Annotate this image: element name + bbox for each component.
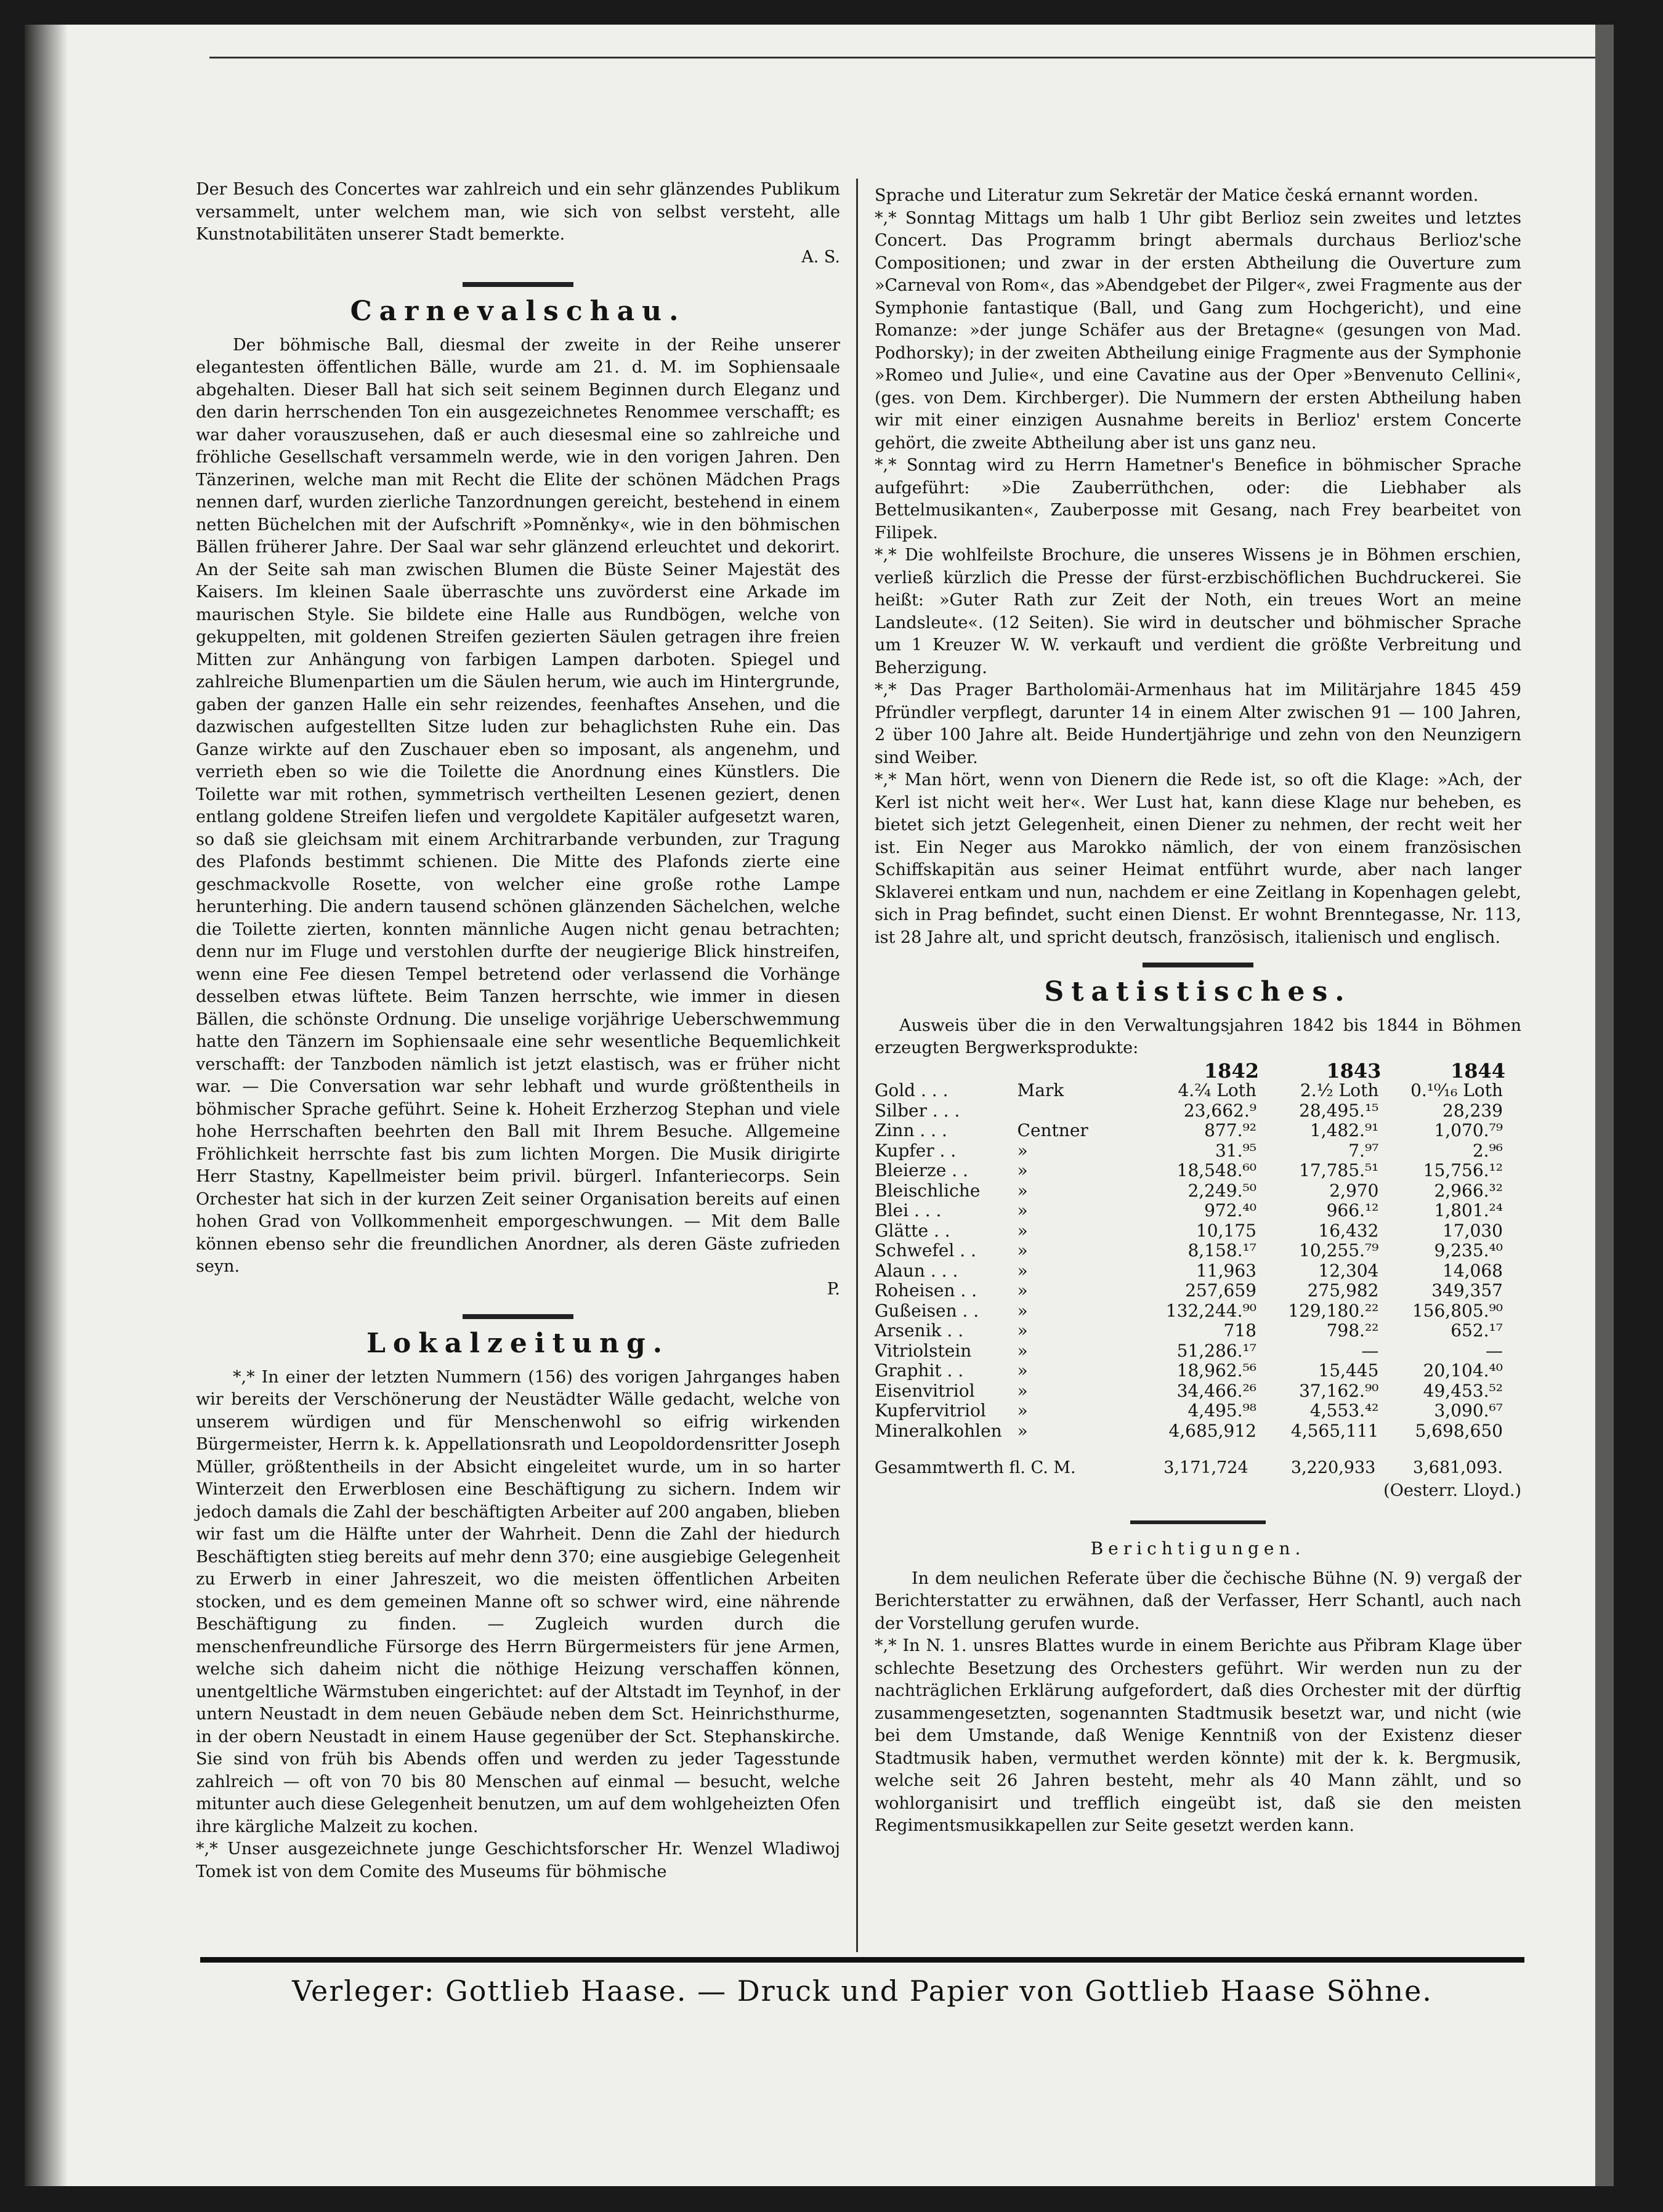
table-cell-v2: 12,304 — [1318, 1260, 1379, 1281]
table-cell-v1: 4.²⁄₄ Loth — [1178, 1080, 1256, 1100]
table-cell-v1: 4,685,912 — [1168, 1420, 1256, 1441]
table-cell-v1: 8,158.¹⁷ — [1188, 1240, 1256, 1261]
table-cell-item: Alaun . . . — [875, 1260, 958, 1281]
table-cell-unit: » — [1017, 1220, 1028, 1241]
table-cell-v1: 972.⁴⁰ — [1204, 1200, 1256, 1221]
table-row — [875, 1101, 1521, 1121]
lokal-heading: Lokalzeitung. — [366, 1328, 670, 1359]
table-cell-v3: 9,235.⁴⁰ — [1434, 1240, 1503, 1261]
lokal-paragraph-1: *,* In einer der letzten Nummern (156) des vorigen Jahrganges haben wir bereits der Verschönerung der Neustädter Wälle gedacht, welche von unserem würdigen und für Menschenwohl so eifrig wirkenden Bürgermeister, Herrn k. k. Appellationsrath und Leopoldordensritter Joseph Müller, größtentheils in der Absicht eingeleitet wurde, um in so harter Winterzeit den Erwerblosen eine Beschäftigung zu sichern. Indem wir jedoch damals die Zahl der beschäftigten Arbeiter auf 200 angaben, blieben wir fast um die Hälfte unter der Wahrheit. Denn die Zahl der hiedurch Beschäftigten stieg bereits auf mehr denn 370; eine ausgiebige Gelegenheit zu Erwerb in einer Jahreszeit, wo die meisten öffentlichen Arbeiten stocken, und es dem gemeinen Manne oft so schwer wird, eine nährende Beschäftigung zu finden. — Zugleich wurden durch die menschenfreundliche Fürsorge des Herrn Bürgermeisters für jene Armen, welche sich daheim nicht die nöthige Heizung verschaffen können, unentgeltliche Wärmstuben eingerichtet: auf der Altstadt im Teynhof, in der untern Neustadt in dem neuen Gebäude neben dem Sct. Heinrichsthurme, in der obern Neustadt in einem Hause gegenüber der Sct. Stephanskirche. Sie sind von früh bis Abends offen und werden zu jeder Tagesstunde zahlreich — oft von 70 bis 80 Menschen auf einmal — besucht, welche mitunter auch diese Gelegenheit benutzen, um auf dem wohlgeheizten Ofen ihre kärgliche Malzeit zu kochen. — [196, 1367, 840, 1836]
table-cell-v2: 15,445 — [1318, 1360, 1379, 1381]
table-row — [875, 1121, 1521, 1141]
table-cell-v1: 31.⁹⁵ — [1215, 1140, 1256, 1161]
carneval-article: Der böhmische Ball, diesmal der zweite in der Reihe unserer elegantesten öffentlichen Bälle, wurde am 21. d. M. im Sophiensaale abgehalten. Dieser Ball hat sich seit seinem Beginnen durch Eleganz und den darin herrschenden Ton ein ausgezeichnetes Renommee verschafft; es war daher vorauszusehen, daß er auch diesesmal eine so zahlreiche und fröhliche Gesellschaft versammeln werde, wie in den vorigen Jahren. Den Tänzerinen, welche man mit Recht die Elite der schönen Mädchen Prags nennen darf, wurden zierliche Tanzordnungen gereicht, bestehend in einem netten Büchelchen mit der Aufschrift »Pomněnky«, wie in den böhmischen Bällen früherer Jahre. Der Saal war sehr glänzend erleuchtet und dekorirt. An der Seite sah man zwischen Blumen die Büste Seiner Majestät des Kaisers. Im kleinen Saale überraschte uns zuvörderst eine Arkade im maurischen Style. Sie bildete eine Halle aus Rundbögen, welche von gekuppelten, mit goldenen Streifen gezierten Säulen getragen ihre freien Mitten zur Anhängung von farbigen Lampen darboten. Spiegel und zahlreiche Blumenpartien um die Säulen herum, wie auch im Hintergrunde, gaben der ganzen Halle ein sehr reizendes, feenhaftes Ansehen, und die dazwischen aufgestellten Sitze luden zur behaglichsten Ruhe ein. Das Ganze wirkte auf den Zuschauer eben so imposant, als angenehm, und verrieth eben so wie die Toilette die Anordnung eines Künstlers. Die Toilette war mit rothen, symmetrisch vertheilten Lesenen geziert, denen entlang goldene Streifen liefen und vergoldete Kapitäler aufgesetzt waren, so daß sie gleichsam mit einem Architrarbande verbunden, zur Tragung des Plafonds bestimmt schienen. Die Mitte des Plafonds zierte eine geschmackvolle Rosette, von welcher eine große rothe Lampe herunterhing. Die andern tausend schönen glänzenden Sächelchen, welche die Toilette zierten, konnten männliche Augen nicht genau betrachten; denn nur im Fluge und verstohlen durfte der neugierige Blick hinstreifen, wenn eine Fee diesen Tempel betretend oder verlassend die Vorhänge desselben etwas lüftete. Beim Tanzen herrschte, wie immer in diesen Bällen, die schönste Ordnung. Die unselige vorjährige Ueberschwemmung hatte den Tänzern im Sophiensaale eine sehr wesentliche Bequemlichkeit verschafft: der Tanzboden nämlich ist jetzt elastisch, was er früher nicht war. — Die Conversation war sehr lebhaft und wurde größtentheils in böhmischer Sprache geführt. Seine k. Hoheit Erzherzog Stephan und viele hohe Herrschaften beehrten den Ball mit Ihrem Besuche. Allgemeine Fröhlichkeit herrschte fast bis zum lichten Morgen. Die Musik dirigirte Herr Stastny, Kapellmeister beim privil. bürgerl. Infanteriecorps. Sein Orchester hat sich in der kurzen Zeit seiner Organisation bereits auf einen hohen Grad von Vollkommenheit emporgeschwungen. — Mit dem Balle können ebenso sehr die freundlichen Anordner, als deren Gäste zufrieden seyn. — [196, 335, 840, 1276]
news-item-brochure: *,* Die wohlfeilste Brochure, die unseres Wissens je in Böhmen erschien, verließ kürzlich die Presse der fürst-erzbischöflichen Buchdruckerei. Sie heißt: »Guter Rath zur Zeit der Noth, ein treues Wort an meine Landsleute«. (12 Seiten). Sie wird in deutscher und böhmischer Sprache um 1 Kreuzer W. W. verkauft und verdient die größte Verbreitung und Beherzigung. — [875, 546, 1521, 677]
table-cell-unit — [1018, 1101, 1153, 1121]
total-row — [875, 1457, 1521, 1480]
table-cell-v1: 10,175 — [1196, 1220, 1256, 1241]
table-cell-v3: 5,698,650 — [1415, 1420, 1503, 1441]
table-cell-v3: 1,801.²⁴ — [1434, 1200, 1503, 1221]
table-cell-unit: » — [1017, 1360, 1028, 1381]
table-cell-v3: 0.¹⁰⁄₁₆ Loth — [1410, 1080, 1503, 1100]
table-cell-item: Mineralkohlen — [875, 1420, 1002, 1441]
unit-column-header — [1018, 1061, 1153, 1081]
table-cell-v1: 718 — [1223, 1320, 1256, 1341]
table-cell-v3: — — [1486, 1340, 1503, 1361]
total-value: 3,220,933 — [1290, 1458, 1376, 1477]
correction-2: *,* In N. 1. unsres Blattes wurde in einem Berichte aus Přibram Klage über schlechte Besetzung des Orchesters geführt. Wir werden nun zu der nachträglichen Erklärung aufgefordert, daß dies Orchester mit der dürftig zusammengesetzten, sogenannten Stadtmusik besetzt war, und nicht (wie bei dem Umstande, daß Wenige Kenntniß von der Existenz dieser Stadtmusik haben, vermuthet werden könnte) mit der k. k. Bergmusik, welche seit 26 Jahren besteht, mehr als 40 Mann zählt, und so wohlorganisirt und trefflich eingeübt ist, daß sie den meisten Regimentsmusikkapellen zur Seite gesetzt werden kann. — [875, 1636, 1521, 1835]
table-cell-v2: 2.¹⁄₂ Loth — [1300, 1080, 1379, 1100]
table-body — [875, 1081, 1521, 1441]
table-cell-item: Roheisen . . — [875, 1280, 977, 1301]
table-cell-unit: » — [1017, 1340, 1028, 1361]
table-cell-v1: 18,548.⁶⁰ — [1176, 1160, 1256, 1181]
correction-1: In dem neulichen Referate über die čechische Bühne (N. 9) vergaß der Berichterstatter zu erwähnen, daß der Verfasser, Herr Schantl, auch nach der Vorstellung gerufen wurde. — [875, 1568, 1521, 1633]
table-cell-v2: 1,482.⁹¹ — [1309, 1120, 1379, 1140]
table-cell-v1: 51,286.¹⁷ — [1176, 1340, 1256, 1361]
table-cell-v2: 275,982 — [1307, 1280, 1379, 1301]
table-cell-item: Gold . . . — [875, 1080, 949, 1100]
section-separator — [463, 1314, 573, 1319]
table-cell-item: Vitriolstein — [875, 1340, 972, 1361]
table-cell-item: Glätte . . — [875, 1220, 950, 1241]
table-cell-unit: » — [1017, 1320, 1028, 1341]
table-cell-unit: » — [1017, 1300, 1028, 1321]
table-cell-unit: » — [1017, 1160, 1028, 1181]
table-row — [875, 1281, 1521, 1301]
table-cell-v2: 10,255.⁷⁹ — [1299, 1240, 1379, 1261]
table-cell-item: Bleischliche — [875, 1180, 981, 1201]
table-cell-item: Arsenik . . — [875, 1320, 964, 1341]
column-divider — [856, 179, 858, 1952]
table-cell-unit: » — [1017, 1180, 1028, 1201]
table-row — [875, 1161, 1521, 1181]
table-cell-item: Gußeisen . . — [875, 1300, 979, 1321]
table-row — [875, 1361, 1521, 1381]
table-cell-item: Kupfer . . — [875, 1140, 957, 1161]
table-cell-item: Schwefel . . — [875, 1240, 976, 1261]
table-cell-item: Bleierze . . — [875, 1160, 968, 1181]
table-cell-v3: 28,239 — [1442, 1100, 1503, 1121]
news-item-armenhaus: *,* Das Prager Bartholomäi-Armenhaus hat im Militärjahre 1845 459 Pfründler verpflegt, darunter 14 in einem Alter zwischen 91 — 100 Jahren, 2 über 100 Jahre alt. Beide Hundertjährige und zehn von den Neunzigern sind Weiber. — [875, 680, 1521, 767]
intro-signature: A. S. — [801, 247, 840, 267]
table-cell-v1: 877.⁹² — [1204, 1120, 1256, 1140]
table-cell-item: Graphit . . — [875, 1360, 964, 1381]
table-cell-v2: — — [1361, 1340, 1379, 1361]
table-cell-unit: » — [1017, 1380, 1028, 1401]
table-cell-item: Kupfervitriol — [875, 1400, 986, 1421]
table-cell-unit: Mark — [1017, 1080, 1064, 1100]
table-cell-unit: » — [1017, 1400, 1028, 1421]
table-row — [875, 1421, 1521, 1442]
table-cell-v3: 652.¹⁷ — [1451, 1320, 1503, 1341]
table-cell-unit: » — [1017, 1280, 1028, 1301]
table-row — [875, 1321, 1521, 1341]
table-cell-v1: 2,249.⁵⁰ — [1188, 1180, 1256, 1201]
table-cell-unit: » — [1017, 1420, 1028, 1441]
table-cell-unit: » — [1017, 1240, 1028, 1261]
total-label: Gesammtwerth fl. C. M. — [875, 1458, 1076, 1477]
total-value: 3,171,724 — [1163, 1458, 1248, 1477]
stat-intro: Ausweis über die in den Verwaltungsjahren 1842 bis 1844 in Böhmen erzeugten Bergwerksprodukte: — [875, 1015, 1521, 1057]
table-cell-unit: » — [1017, 1140, 1028, 1161]
table-header-row — [875, 1061, 1521, 1081]
right-column — [875, 185, 1521, 1838]
page-edge-shadow — [25, 25, 68, 2186]
year-header: 1843 — [1326, 1059, 1382, 1083]
table-cell-v1: 132,244.⁹⁰ — [1165, 1300, 1256, 1321]
concert-intro: Der Besuch des Concertes war zahlreich und ein sehr glänzendes Publikum versammelt, unter welchem man, wie sich von selbst versteht, alle Kunstnotabilitäten unserer Stadt bemerkte. — [196, 180, 840, 244]
table-cell-v3: 20,104.⁴⁰ — [1423, 1360, 1503, 1381]
table-cell-unit: » — [1017, 1200, 1028, 1221]
mining-statistics-table — [875, 1061, 1521, 1442]
table-cell-unit: Centner — [1017, 1120, 1088, 1140]
left-column — [196, 179, 840, 1883]
table-row — [875, 1141, 1521, 1161]
table-cell-item: Zinn . . . — [875, 1120, 947, 1140]
table-row — [875, 1261, 1521, 1282]
table-cell-v1: 4,495.⁹⁸ — [1188, 1400, 1256, 1421]
table-cell-v2: 4,553.⁴² — [1309, 1400, 1379, 1421]
table-cell-v2: 28,495.¹⁵ — [1299, 1100, 1379, 1121]
table-row — [875, 1381, 1521, 1402]
table-row — [875, 1181, 1521, 1201]
table-cell-v3: 17,030 — [1442, 1220, 1503, 1241]
table-cell-v1: 11,963 — [1196, 1260, 1256, 1281]
table-cell-v1: 18,962.⁵⁶ — [1176, 1360, 1256, 1381]
table-cell-v3: 2,966.³² — [1434, 1180, 1503, 1201]
table-cell-unit: » — [1017, 1260, 1028, 1281]
table-cell-v1: 34,466.²⁶ — [1176, 1380, 1256, 1401]
table-row — [875, 1081, 1521, 1101]
table-cell-v3: 14,068 — [1442, 1260, 1503, 1281]
table-cell-v2: 37,162.⁹⁰ — [1299, 1380, 1379, 1401]
table-cell-v3: 1,070.⁷⁹ — [1434, 1120, 1503, 1140]
table-row — [875, 1241, 1521, 1261]
table-cell-item: Blei . . . — [875, 1200, 942, 1221]
table-cell-v3: 349,357 — [1431, 1280, 1503, 1301]
total-value: 3,681,093. — [1413, 1458, 1503, 1477]
table-cell-v1: 23,662.⁹ — [1183, 1100, 1256, 1121]
section-separator — [463, 282, 573, 287]
table-cell-v2: 129,180.²² — [1288, 1300, 1379, 1321]
table-cell-v3: 3,090.⁶⁷ — [1434, 1400, 1503, 1421]
table-row — [875, 1201, 1521, 1221]
table-cell-v2: 798.²² — [1326, 1320, 1379, 1341]
section-separator — [1130, 1520, 1266, 1524]
total-source: (Oesterr. Lloyd.) — [1383, 1480, 1521, 1500]
table-cell-v2: 16,432 — [1318, 1220, 1379, 1241]
year-header: 1844 — [1450, 1059, 1505, 1083]
section-separator — [1143, 963, 1253, 967]
lokal-paragraph-2: *,* Unser ausgezeichnete junge Geschichtsforscher Hr. Wenzel Wladiwoj Tomek ist von dem Comite des Museums für böhmische — [196, 1839, 840, 1881]
table-cell-v3: 2.⁹⁶ — [1472, 1140, 1503, 1161]
item-column-header — [875, 1061, 1018, 1081]
table-cell-v3: 49,453.⁵² — [1423, 1380, 1503, 1401]
table-cell-v2: 7.⁹⁷ — [1348, 1140, 1379, 1161]
table-cell-v2: 966.¹² — [1326, 1200, 1379, 1221]
table-cell-item: Eisenvitriol — [875, 1380, 975, 1401]
year-header: 1842 — [1204, 1059, 1259, 1083]
top-rule — [209, 57, 1595, 59]
table-row — [875, 1341, 1521, 1362]
table-cell-v2: 4,565,111 — [1290, 1420, 1379, 1441]
footer-rule — [200, 1957, 1524, 1963]
table-cell-v2: 17,785.⁵¹ — [1299, 1160, 1379, 1181]
news-item-benefice: *,* Sonntag wird zu Herrn Hametner's Benefice in böhmischer Sprache aufgeführt: »Die Zauberrüthchen, oder: die Liebhaber als Bettelmusikanten«, Zauberposse mit Gesang, nach Frey bearbeitet von Filipek. — [875, 456, 1521, 543]
table-row — [875, 1401, 1521, 1421]
table-cell-v2: 2,970 — [1329, 1180, 1379, 1201]
table-row — [875, 1221, 1521, 1241]
continued-text: Sprache und Literatur zum Sekretär der Matice česká ernannt worden. — [875, 186, 1479, 205]
carneval-signature: P. — [827, 1279, 840, 1299]
table-cell-item: Silber . . . — [875, 1100, 960, 1121]
news-item-berlioz: *,* Sonntag Mittags um halb 1 Uhr gibt Berlioz sein zweites und letztes Concert. Das Programm bringt abermals durchaus Berlioz'sche Compositionen; und zwar in der ersten Abtheilung die Ouverture zum »Carneval von Rom«, das »Abendgebet der Pilger«, zwei Fragmente aus der Symphonie fantastique (Ball, und Gang zum Hochgericht), und eine Romanze: »der junge Schäfer aus der Bretagne« (gesungen von Mad. Podhorsky); in der zweiten Abtheilung einige Fragmente aus der Symphonie »Romeo und Julie«, und eine Cavatine aus der Oper »Benvenuto Cellini«, (ges. von Dem. Kirchberger). Die Nummern der ersten Abtheilung haben wir mit einer einzigen Ausnahme bereits in Berlioz' erstem Concerte gehört, die zweite Abtheilung aber ist uns ganz neu. — [875, 208, 1521, 453]
imprint-footer: Verleger: Gottlieb Haase. — Druck und Papier von Gottlieb Haase Söhne. — [292, 1974, 1433, 2008]
carneval-heading: Carnevalschau. — [350, 296, 686, 327]
stat-heading: Statistisches. — [1044, 976, 1352, 1007]
table-cell-v3: 156,805.⁹⁰ — [1412, 1300, 1503, 1321]
table-cell-v1: 257,659 — [1185, 1280, 1256, 1301]
table-row — [875, 1301, 1521, 1322]
news-item-diener: *,* Man hört, wenn von Dienern die Rede ist, so oft die Klage: »Ach, der Kerl ist nicht weit her«. Wer Lust hat, kann diese Klage nur beheben, es bietet sich jetzt Gelegenheit, einen Diener zu nehmen, der recht weit her ist. Ein Neger aus Marokko nämlich, der von einem französischen Schiffskapitän aus seiner Heimat entführt wurde, aber nach langer Sklaverei entkam und nun, nachdem er eine Zeitlang in Kopenhagen gelebt, sich in Prag befindet, sucht einen Dienst. Er wohnt Brenntegasse, Nr. 113, ist 28 Jahre alt, und spricht deutsch, französisch, italienisch und englisch. — [875, 770, 1521, 947]
berichtigungen-heading: Berichtigungen. — [1090, 1538, 1306, 1559]
table-cell-v3: 15,756.¹² — [1423, 1160, 1503, 1181]
